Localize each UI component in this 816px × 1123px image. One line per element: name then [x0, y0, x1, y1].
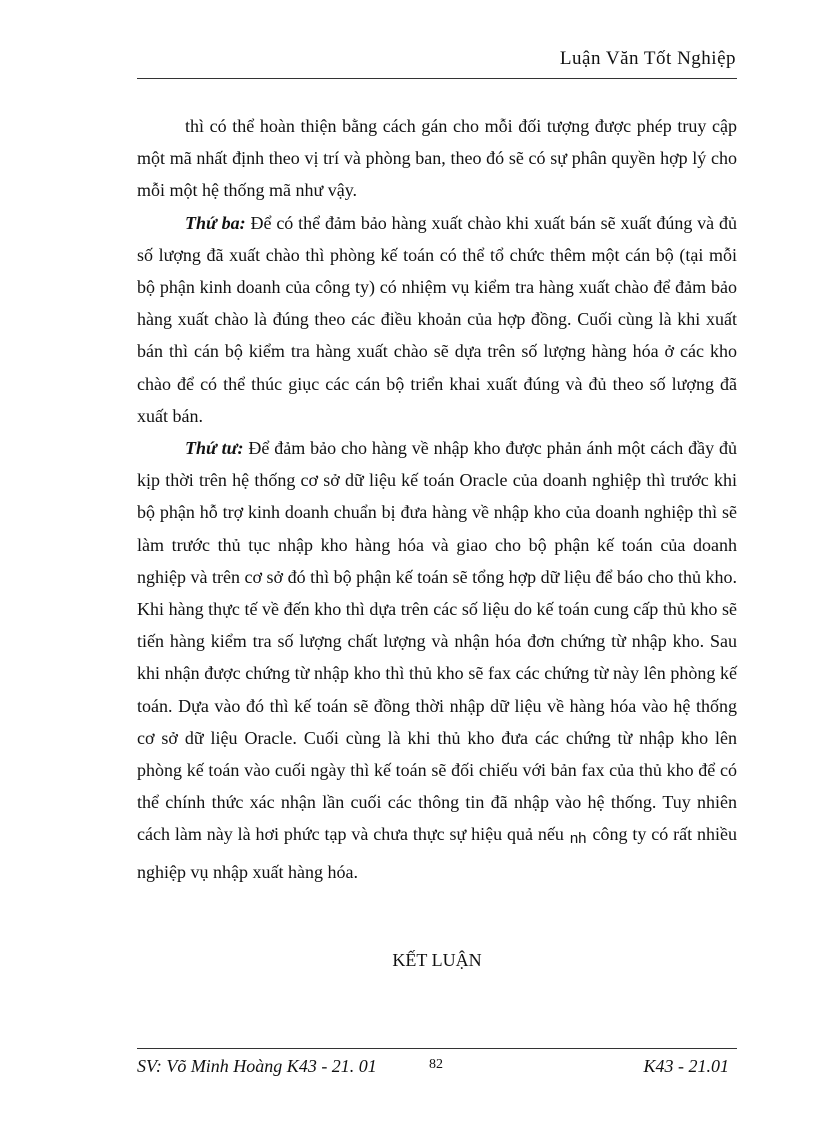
paragraph-3-fragment: nh: [569, 830, 587, 848]
paragraph-2: [137, 207, 737, 432]
footer-student: SV: Võ Minh Hoàng K43 - 21. 01: [137, 1056, 377, 1076]
conclusion-heading: KẾT LUẬN: [392, 950, 482, 970]
running-header-title: Luận Văn Tốt Nghiệp: [559, 48, 736, 69]
paragraph-2-text: Để có thể đảm bảo hàng xuất chào khi xuất bán sẽ xuất đúng và đủ số lượng đã xuất chào thì phòng kế toán có thể tổ chức thêm một cán bộ (tại mỗi bộ phận kinh doanh của công ty) có nhiệm vụ kiểm tra hàng xuất chào để đảm bảo hàng xuất chào là đúng theo các điều khoản của hợp đồng. Cuối cùng là khi xuất bán thì cán bộ kiểm tra hàng xuất chào sẽ dựa trên số lượng hàng hóa ở các kho chào để có thể thúc giục các cán bộ triển khai xuất đúng và đủ theo số lượng đã xuất bán.: [137, 212, 737, 426]
page-number: 82: [429, 1057, 443, 1072]
paragraph-3: [137, 432, 737, 888]
footer-divider: [137, 1048, 737, 1049]
paragraph-2-lead: Thứ ba:: [185, 212, 246, 233]
paragraph-1: thì có thể hoàn thiện bằng cách gán cho mỗi đối tượng được phép truy cập một mã nhất định theo vị trí và phòng ban, theo đó sẽ có sự phân quyền hợp lý cho mỗi một hệ thống mã như vậy.: [137, 116, 737, 201]
paragraph-3-lead: Thứ tư:: [185, 438, 244, 459]
paragraph-3-text-b: công ty có rất nhiều nghiệp vụ nhập xuất hàng hóa.: [137, 824, 737, 882]
header-divider: [137, 78, 737, 79]
paragraph-3-text-a: Để đảm bảo cho hàng về nhập kho được phản ánh một cách đầy đủ kịp thời trên hệ thống cơ sở dữ liệu kế toán Oracle của doanh nghiệp thì trước khi bộ phận hỗ trợ kinh doanh chuẩn bị đưa hàng về nhập kho của doanh nghiệp thì sẽ làm trước thủ tục nhập kho hàng hóa và giao cho bộ phận kế toán của doanh nghiệp và trên cơ sở đó thì bộ phận kế toán sẽ tổng hợp dữ liệu để báo cho thủ kho. Khi hàng thực tế về đến kho thì dựa trên các số liệu do kế toán cung cấp thủ kho sẽ tiến hàng kiểm tra số lượng chất lượng và nhận hóa đơn chứng từ nhập kho. Sau khi nhận được chứng từ nhập kho thì thủ kho sẽ fax các chứng từ này lên phòng kế toán. Dựa vào đó thì kế toán sẽ đồng thời nhập dữ liệu về hàng hóa vào hệ thống cơ sở dữ liệu Oracle. Cuối cùng là khi thủ kho đưa các chứng từ nhập kho lên phòng kế toán vào cuối ngày thì kế toán sẽ đối chiếu với bản fax của thủ kho để có thể chính thức xác nhận lần cuối các thông tin đã nhập vào hệ thống. Tuy nhiên cách làm này là hơi phức tạp và chưa thực sự hiệu quả nếu: [137, 438, 737, 845]
footer-class-code: K43 - 21.01: [643, 1056, 729, 1076]
body-text: [137, 110, 737, 888]
